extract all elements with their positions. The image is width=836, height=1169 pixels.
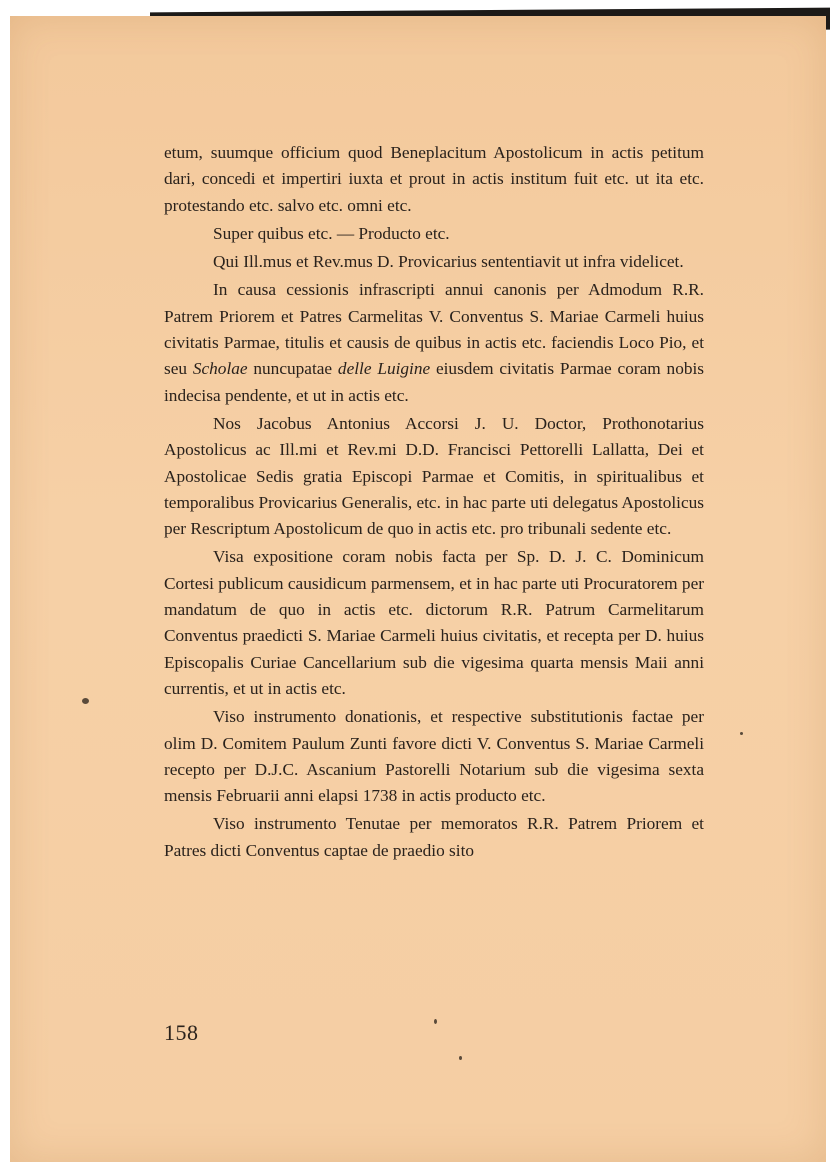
- paragraph-provicarius: Qui Ill.mus et Rev.mus D. Provicarius sententiavit ut infra videlicet.: [213, 252, 684, 272]
- paragraph-in-causa: [164, 277, 704, 408]
- paragraph-viso-instrumento-tenutae: Viso instrumento Tenutae per memoratos R.R. Patrem Priorem et Patres dicti Conventus captae de praedio sito: [164, 814, 704, 860]
- paper-speck: [459, 1056, 462, 1060]
- paper-speck: [82, 698, 89, 704]
- paper-speck: [434, 1019, 437, 1024]
- page-number: 158: [164, 1020, 199, 1045]
- in-causa-italic-scholae: Scholae: [192, 359, 248, 379]
- in-causa-text-after: eiusdem civitatis Parmae coram nobis indecisa pendente, et ut in actis etc.: [164, 359, 704, 405]
- paragraph-viso-instrumento-donationis: Viso instrumento donationis, et respective substitutionis factae per olim D. Comitem Paulum Zunti favore dicti V. Conventus S. Mariae Carmeli recepto per D.J.C. Ascanium Pastorelli Notarium sub die vigesima sexta mensis Februarii anni elapsi 1738 in actis producto etc.: [164, 707, 704, 806]
- paragraph-continuation: etum, suumque officium quod Beneplacitum Apostolicum in actis petitum dari, concedi et impertiri iuxta et prout in actis institum fuit etc. ut ita etc. protestando etc. salvo etc. omni etc.: [164, 143, 704, 215]
- paragraph-nos-jacobus: Nos Jacobus Antonius Accorsi J. U. Doctor, Prothonotarius Apostolicus ac Ill.mi et Rev.mi D.D. Francisci Pettorelli Lallatta, Dei et Apostolicae Sedis gratia Episcopi Parmae et Comitis, in spiritualibus et temporalibus Provicarius Generalis, etc. in hac parte uti delegatus Apostolicus per Rescriptum Apostolicum de quo in actis etc. pro tribunali sedente etc.: [164, 413, 704, 539]
- in-causa-text-before: In causa cessionis infrascripti annui canonis per Admodum R.R. Patrem Priorem et Patres Carmelitas V. Conventus S. Mariae Carmeli huius civitatis Parmae, titulis et causis de quibus in actis etc. faciendis Loco Pio, et seu: [164, 280, 704, 379]
- paragraph-visa-expositione: Visa expositione coram nobis facta per Sp. D. J. C. Dominicum Cortesi publicum causidicum parmensem, et in hac parte uti Procuratorem per mandatum de quo in actis etc. dictorum R.R. Patrum Carmelitarum Conventus praedicti S. Mariae Carmeli huius civitatis, et recepta per D. huius Episcopalis Curiae Cancellarium sub die vigesima quarta mensis Maii anni currentis, et ut in actis etc.: [164, 547, 704, 698]
- in-causa-text-middle: nuncupatae: [247, 359, 338, 379]
- paragraph-super-quibus: Super quibus etc. — Producto etc.: [213, 223, 450, 243]
- paper-speck: [740, 732, 743, 735]
- page-body-text: [164, 140, 704, 866]
- in-causa-italic-luigine: delle Luigine: [337, 359, 431, 379]
